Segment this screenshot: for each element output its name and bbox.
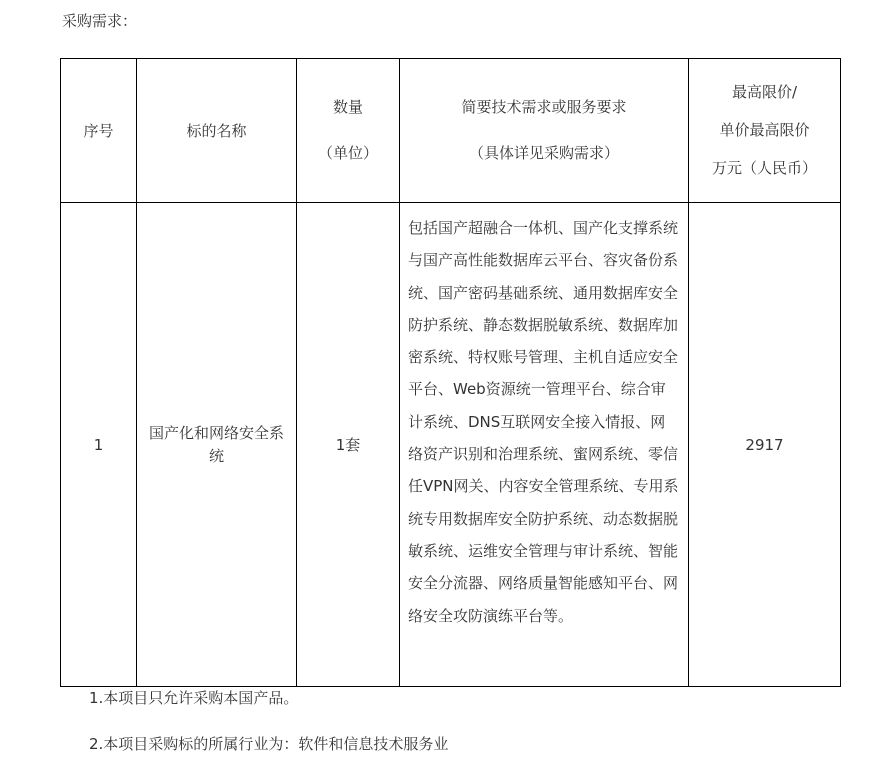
note-industry: 2.本项目采购标的所属行业为：软件和信息技术服务业 <box>89 735 449 753</box>
header-qty-line1: 数量 <box>332 98 363 116</box>
cell-price: 2917 <box>689 203 841 687</box>
header-price-line3: 万元（人民币） <box>711 159 817 177</box>
header-desc-line2: （具体详见采购需求） <box>468 144 619 162</box>
header-no: 序号 <box>61 59 137 203</box>
header-desc-line1: 简要技术需求或服务要求 <box>461 98 627 116</box>
cell-name: 国产化和网络安全系统 <box>137 203 297 687</box>
header-qty-line2: （单位） <box>317 144 378 162</box>
note-domestic-products: 1.本项目只允许采购本国产品。 <box>89 689 299 707</box>
cell-qty: 1套 <box>297 203 400 687</box>
procurement-table <box>60 58 841 687</box>
header-price <box>689 59 841 203</box>
header-name: 标的名称 <box>137 59 297 203</box>
header-qty <box>297 59 400 203</box>
header-price-line1: 最高限价/ <box>731 83 798 101</box>
header-desc <box>400 59 689 203</box>
table-header-row <box>61 59 841 203</box>
section-heading: 采购需求： <box>62 12 138 30</box>
header-price-line2: 单价最高限价 <box>719 121 810 139</box>
cell-no: 1 <box>61 203 137 687</box>
table-row <box>61 203 841 687</box>
cell-desc: 包括国产超融合一体机、国产化支撑系统与国产高性能数据库云平台、容灾备份系统、国产密码基础系统、通用数据库安全防护系统、静态数据脱敏系统、数据库加密系统、特权账号管理、主机自适应安全平台、Web资源统一管理平台、综合审计系统、DNS互联网安全接入情报、网络资产识别和治理系统、蜜网系统、零信任VPN网关、内容安全管理系统、专用系统专用数据库安全防护系统、动态数据脱敏系统、运维安全管理与审计系统、智能安全分流器、网络质量智能感知平台、网络安全攻防演练平台等。 <box>400 203 689 687</box>
